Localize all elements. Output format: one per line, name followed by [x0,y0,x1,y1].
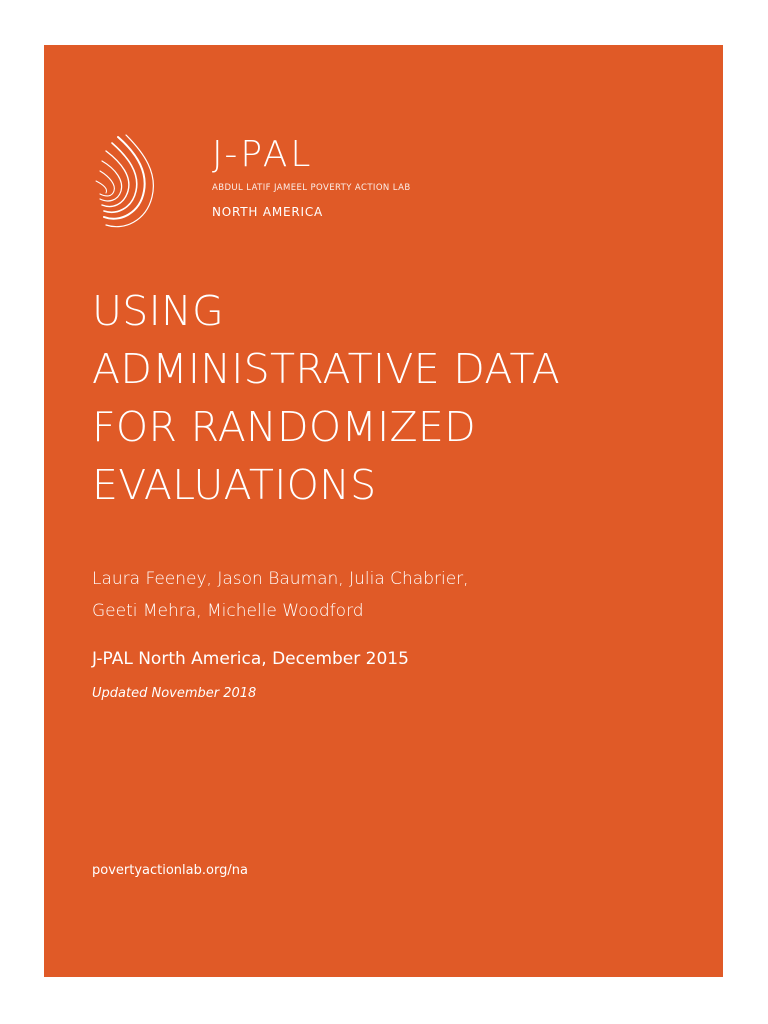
updated-date: Updated November 2018 [92,686,257,701]
authors [92,563,469,627]
logo-subtitle: ABDUL LATIF JAMEEL POVERTY ACTION LAB [212,183,411,193]
logo-wordmark: J-PAL [212,134,314,175]
report-cover [44,45,723,977]
title-line: FOR RANDOMIZED [92,403,476,451]
title-line: USING [92,287,225,335]
report-title [92,282,560,514]
website-link[interactable]: povertyactionlab.org/na [92,863,248,878]
logo-region: NORTH AMERICA [212,205,324,219]
title-line: EVALUATIONS [92,461,377,509]
authors-line: Geeti Mehra, Michelle Woodford [92,601,364,621]
jpal-logo [90,133,420,243]
jpal-swirl-icon [90,133,166,233]
authors-line: Laura Feeney, Jason Bauman, Julia Chabrier, [92,569,469,589]
title-line: ADMINISTRATIVE DATA [92,345,561,393]
publication-info: J-PAL North America, December 2015 [92,649,409,669]
